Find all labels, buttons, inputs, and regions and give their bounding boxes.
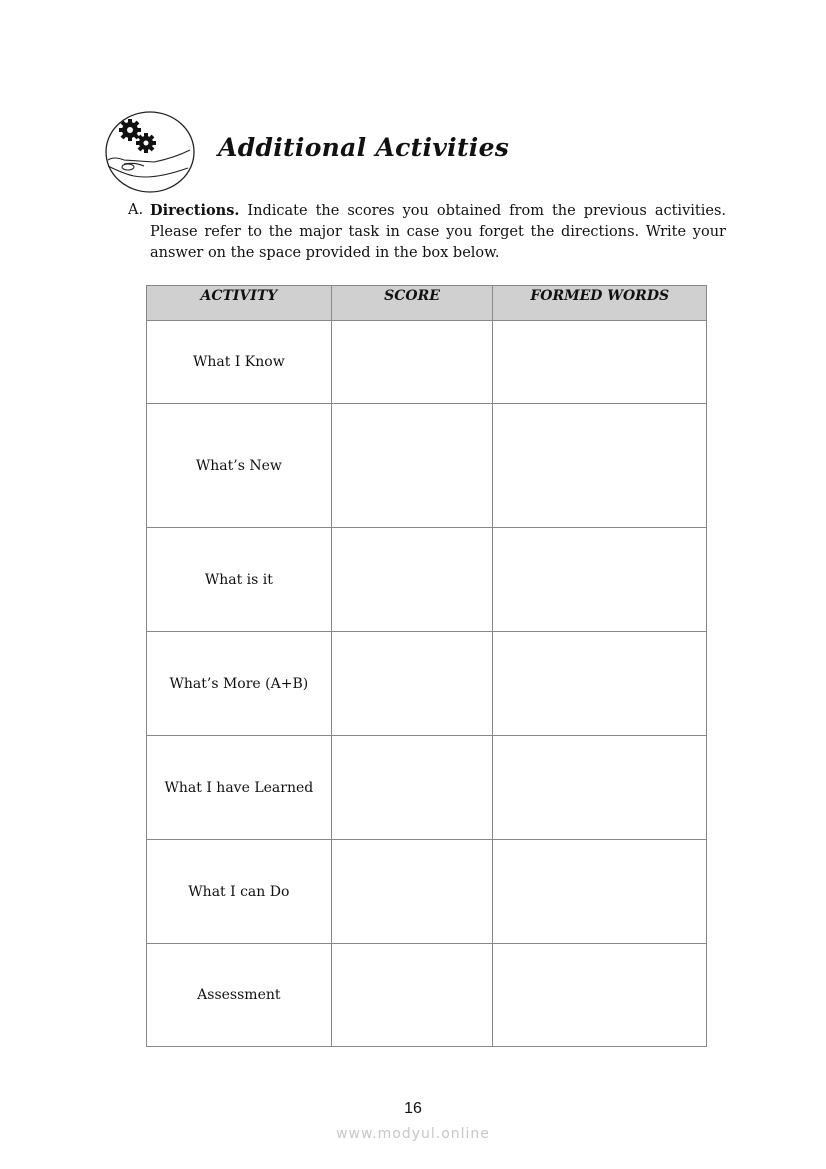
list-marker: A. — [128, 202, 144, 218]
gears-on-hand-icon — [104, 110, 196, 194]
table-row — [147, 632, 707, 736]
table-header-row — [147, 286, 707, 321]
formed-words-cell[interactable] — [493, 632, 707, 736]
formed-words-cell[interactable] — [493, 528, 707, 632]
score-cell[interactable] — [331, 632, 493, 736]
formed-words-cell[interactable] — [493, 404, 707, 528]
activity-cell: Assessment — [147, 944, 332, 1047]
activity-cell: What I can Do — [147, 840, 332, 944]
page-number: 16 — [404, 1100, 422, 1117]
footer-watermark: www.modyul.online — [336, 1126, 490, 1142]
activity-cell: What is it — [147, 528, 332, 632]
score-cell[interactable] — [331, 944, 493, 1047]
score-cell[interactable] — [331, 528, 493, 632]
directions-text: Indicate the scores you obtained from the previous activities. Please refer to the major task in case you forget the directions. Write your answer on the space provided in the box below. — [150, 203, 726, 261]
score-cell[interactable] — [331, 321, 493, 404]
formed-words-cell[interactable] — [493, 736, 707, 840]
table-row — [147, 321, 707, 404]
formed-words-cell[interactable] — [493, 321, 707, 404]
header-activity: ACTIVITY — [147, 286, 332, 321]
score-cell[interactable] — [331, 736, 493, 840]
activity-cell: What I have Learned — [147, 736, 332, 840]
formed-words-cell[interactable] — [493, 944, 707, 1047]
formed-words-cell[interactable] — [493, 840, 707, 944]
table-row — [147, 840, 707, 944]
directions-label: Directions. — [150, 202, 240, 219]
activity-cell: What’s New — [147, 404, 332, 528]
table-row — [147, 944, 707, 1047]
activity-score-table — [146, 285, 707, 1047]
activity-cell: What’s More (A+B) — [147, 632, 332, 736]
section-title: Additional Activities — [218, 133, 510, 162]
header-score: SCORE — [331, 286, 493, 321]
table-row — [147, 528, 707, 632]
score-cell[interactable] — [331, 840, 493, 944]
directions-paragraph — [128, 200, 726, 264]
table-row — [147, 736, 707, 840]
table-row — [147, 404, 707, 528]
activity-cell: What I Know — [147, 321, 332, 404]
header-formed-words: FORMED WORDS — [493, 286, 707, 321]
score-cell[interactable] — [331, 404, 493, 528]
